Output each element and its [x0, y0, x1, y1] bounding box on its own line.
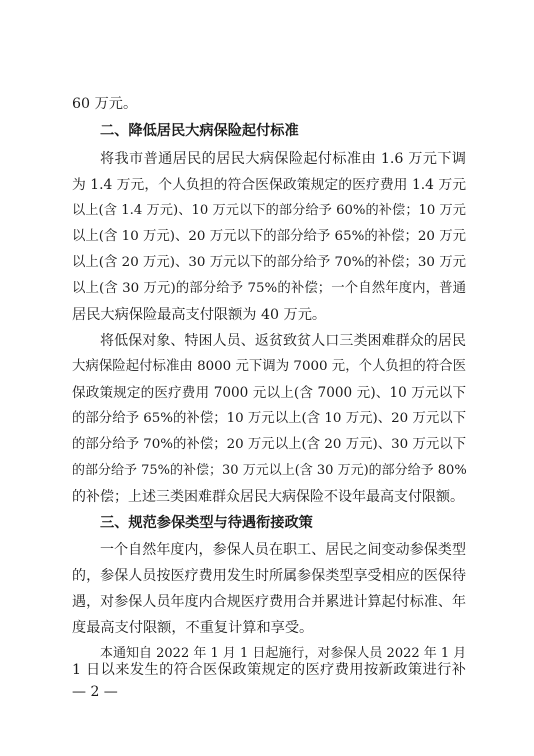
body-line-7: 以上(含 20 万元)、30 万元以下的部分给予 70%的补偿；30 万元	[72, 255, 466, 270]
section-heading-2: 二、降低居民大病保险起付标准	[100, 123, 299, 139]
body-line-22: 本通知自 2022 年 1 月 1 日起施行，对参保人员 2022 年 1 月	[100, 646, 467, 661]
body-line-3: 将我市普通居民的居民大病保险起付标准由 1.6 万元下调	[100, 151, 466, 167]
body-line-14: 的部分给予 70%的补偿；20 万元以上(含 20 万元)、30 万元以下	[72, 437, 466, 452]
body-line-1: 60 万元。	[72, 96, 138, 112]
body-line-4: 为 1.4 万元，个人负担的符合医保政策规定的医疗费用 1.4 万元	[72, 177, 466, 193]
body-line-20: 遇，对参保人员年度内合规医疗费用合并累进计算起付标准、年	[72, 594, 466, 610]
body-line-15: 的部分给予 75%的补偿；30 万元以上(含 30 万元)的部分给予 80%	[72, 463, 467, 478]
body-line-10: 将低保对象、特困人员、返贫致贫人口三类困难群众的居民	[100, 333, 466, 349]
body-line-8: 以上(含 30 万元)的部分给予 75%的补偿；一个自然年度内，普通	[72, 281, 466, 296]
body-line-13: 的部分给予 65%的补偿；10 万元以上(含 10 万元)、20 万元以下	[72, 411, 466, 426]
body-line-11: 大病保险起付标准由 8000 元下调为 7000 元，个人负担的符合医	[72, 359, 466, 374]
body-line-9: 居民大病保险最高支付限额为 40 万元。	[72, 307, 327, 323]
body-line-19: 的，参保人员按医疗费用发生时所属参保类型享受相应的医保待	[72, 568, 466, 584]
body-line-16: 的补偿；上述三类困难群众居民大病保险不设年最高支付限额。	[72, 489, 464, 505]
section-heading-3: 三、规范参保类型与待遇衔接政策	[100, 515, 313, 531]
body-line-12: 保政策规定的医疗费用 7000 元以上(含 7000 元)、10 万元以下	[72, 385, 466, 401]
body-line-21: 度最高支付限额，不重复计算和享受。	[72, 620, 314, 636]
body-line-5: 以上(含 1.4 万元)、10 万元以下的部分给予 60%的补偿；10 万元	[72, 203, 466, 218]
body-line-6: 以上(含 10 万元)、20 万元以下的部分给予 65%的补偿；20 万元	[72, 229, 466, 244]
body-line-23: 1 日以来发生的符合医保政策规定的医疗费用按新政策进行补	[72, 662, 466, 678]
page-number: — 2 —	[72, 684, 118, 700]
body-line-18: 一个自然年度内，参保人员在职工、居民之间变动参保类型	[100, 542, 466, 558]
